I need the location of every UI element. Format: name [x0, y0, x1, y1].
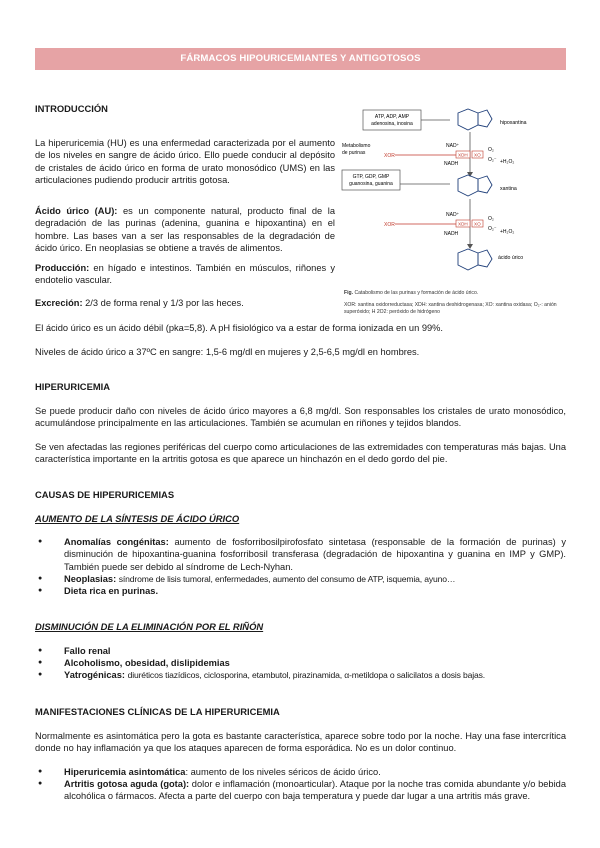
list-item-gota — [64, 778, 566, 803]
metab-line1: Metabolismo — [342, 143, 371, 149]
neoplasias-label: Neoplasias: — [64, 574, 117, 584]
sintesis-subheading: AUMENTO DE LA SÍNTESIS DE ÁCIDO ÚRICO — [35, 513, 240, 524]
step2-xo: XO — [474, 221, 481, 227]
yatrogenicas-label: Yatrogénicas: — [64, 670, 125, 680]
acido-urico-label: Ácido úrico (AU): — [35, 206, 118, 216]
step2-h2o2: +H₂O₂ — [500, 229, 515, 235]
box1-line1: ATP, ADP, AMP — [374, 114, 410, 120]
intro-heading: INTRODUCCIÓN — [35, 103, 108, 114]
figure-caption — [344, 290, 569, 315]
anomalias-label: Anomalías congénitas: — [64, 537, 169, 547]
purine-catabolism-figure — [340, 107, 568, 319]
eliminacion-subheading: DISMINUCIÓN DE LA ELIMINACIÓN POR EL RIÑÓN — [35, 621, 264, 632]
produccion-text: en hígado e intestinos. También en músculos, riñones y endotelio vascular. — [35, 263, 335, 286]
manifestaciones-paragraph: Normalmente es asintomática pero la gota es bastante característica, aparece sobre todo por la noche. Hay una fase intercrítica donde no hay inflamación ya que los ataques aparecen de forma esporádica. No es un dolor continuo. — [35, 731, 566, 754]
yatrogenicas-text: diuréticos tiazídicos, ciclosporina, etambutol, pirazinamida, α-metildopa o salicilatos a dosis bajas. — [127, 670, 486, 680]
step1-xdh: XDH — [458, 152, 468, 158]
manifestaciones-heading: MANIFESTACIONES CLÍNICAS DE LA HIPERURICEMIA — [35, 706, 280, 717]
figure-label: Fig. — [344, 290, 354, 296]
step2-o2: O₂ — [488, 216, 494, 222]
step1-o2: O₂ — [488, 147, 494, 153]
list-item-dieta — [64, 585, 566, 597]
xantina-label: xantina — [500, 186, 517, 192]
hipoxantina-label: hipoxantina — [500, 120, 527, 126]
excrecion-text: 2/3 de forma renal y 1/3 por las heces. — [85, 298, 244, 308]
figure-title: Catabolismo de las purinas y formación de ácido úrico. — [354, 290, 479, 296]
acido-urico-structure — [458, 249, 492, 270]
causas-heading: CAUSAS DE HIPERURICEMIAS — [35, 489, 175, 500]
step2-nad: NAD⁺ — [446, 212, 460, 218]
asintomatica-text: : aumento de los niveles séricos de ácido úrico. — [185, 767, 381, 777]
neoplasias-text: síndrome de lisis tumoral, enfermedades, aumento del consumo de ATP, isquemia, ayuno… — [118, 574, 456, 584]
figure-diagram — [340, 107, 568, 292]
acido-urico-text: es un componente natural, producto final de la degradación de las purinas (adenina, guanina e hipoxantina) en el hombre. Las bases van a ser las responsables de la degradación de ácido úrico. En neoplasias se obtiene a través de alimentos. — [35, 206, 335, 253]
intro-paragraph-1: La hiperuricemia (HU) es una enfermedad caracterizada por el aumento de los niveles en sangre de ácido úrico. Ello puede conducir al depósito de cristales de ácido úrico en forma de urato monosódico (UMS) en las articulaciones pudiendo producir artritis gotosa. — [35, 138, 335, 185]
metab-line2: de purinas — [342, 150, 366, 156]
step2-xdh: XDH — [458, 221, 468, 227]
hiperuricemia-heading: HIPERURICEMIA — [35, 381, 111, 392]
list-item-alcoholismo — [64, 657, 566, 669]
intro-paragraph-2 — [35, 205, 335, 254]
list-item-neoplasias — [64, 573, 566, 585]
gota-text: dolor e inflamación (monoarticular). Ataque por la noche tras comida abundante y/o bebida alcohólica o fármacos. Afecta a parte del cuerpo con baja temperatura y puede dar lugar a una artritis más grave. — [64, 779, 566, 802]
intro-paragraph-4 — [35, 297, 335, 309]
step1-xor: XOR — [384, 153, 395, 159]
gota-label: Artritis gotosa aguda (gota): — [64, 779, 190, 789]
list-item-yatrogenicas — [64, 669, 566, 681]
hipoxantina-structure — [458, 109, 492, 130]
intro-paragraph-6: Niveles de ácido úrico a 37ºC en sangre: 1,5-6 mg/dl en mujeres y 2,5-6,5 mg/dl en hombres. — [35, 347, 420, 357]
nucleotide-box-1 — [363, 110, 421, 130]
list-item-anomalias — [64, 536, 566, 573]
asintomatica-label: Hiperuricemia asintomática — [64, 767, 186, 777]
step1-xo: XO — [474, 152, 481, 158]
title-banner: FÁRMACOS HIPOURICEMIANTES Y ANTIGOTOSOS — [35, 48, 566, 70]
xantina-structure — [458, 175, 492, 196]
list-item-asintomatica — [64, 766, 566, 778]
produccion-label: Producción: — [35, 263, 90, 273]
hiperuricemia-paragraph-1: Se puede producir daño con niveles de ácido úrico mayores a 6,8 mg/dl. Son responsables los cristales de urato monosódico, acumulándose principalmente en las articulaciones. También se acumulan en riñones y tejidos blandos. — [35, 406, 566, 429]
anomalias-text: aumento de fosforribosilpirofosfato sintetasa (responsable de la formación de purinas) y disminución de hipoxantina-guanina fosforribosil transferasa (degradación de hipoxantina y guanina en IMP y GMP). También puede ser debido al síndrome de Lech-Nyhan. — [64, 537, 566, 572]
figure-legend: XOR: xantina oxidorreductasa; XDH: xantina deshidrogenasa; XO: xantina oxidasa; O₂-: anión superóxido; H 2O2: peróxido de hidrógeno — [344, 301, 557, 315]
hiperuricemia-paragraph-2: Se ven afectadas las regiones periféricas del cuerpo como articulaciones de las extremidades con temperaturas más bajas. Una característica importante en la artritis gotosa es que aparece un hinchazón en el dedo gordo del pie. — [35, 442, 566, 465]
intro-paragraph-3 — [35, 262, 335, 287]
step1-nad: NAD⁺ — [446, 143, 460, 149]
step2-nadh: NADH — [444, 231, 459, 237]
box2-line2: guanosina, guanina — [349, 181, 393, 187]
alcoholismo-label: Alcoholismo, obesidad, dislipidemias — [64, 658, 230, 668]
dieta-label: Dieta rica en purinas. — [64, 586, 159, 596]
step1-h2o2: +H₂O₂ — [500, 159, 515, 165]
excrecion-label: Excreción: — [35, 298, 83, 308]
step2-xor: XOR — [384, 222, 395, 228]
box1-line2: adenosina, inosina — [371, 121, 413, 127]
fallo-renal-label: Fallo renal — [64, 646, 111, 656]
acido-urico-label: ácido úrico — [498, 255, 524, 261]
box2-line1: GTP, GDP, GMP — [352, 174, 390, 180]
step1-o2s: O₂⁻ — [488, 157, 497, 163]
intro-paragraph-5: El ácido úrico es un ácido débil (pka=5,8). A pH fisiológico va a estar de forma ionizada en un 99%. — [35, 323, 444, 333]
step1-nadh: NADH — [444, 161, 459, 167]
list-item-fallo-renal — [64, 645, 566, 657]
nucleotide-box-2 — [342, 170, 400, 190]
step2-o2s: O₂⁻ — [488, 226, 497, 232]
